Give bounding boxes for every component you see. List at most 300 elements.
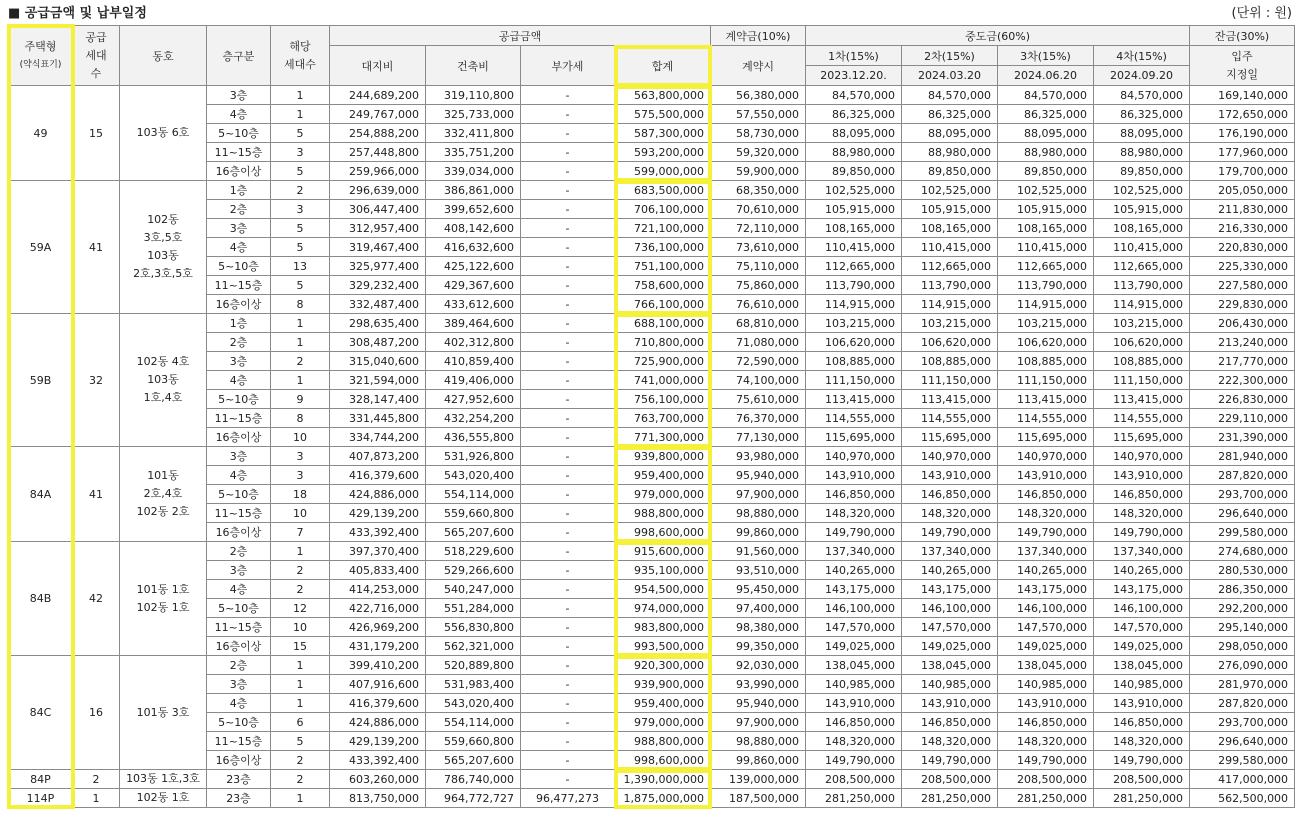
cell-floor: 16층이상: [207, 751, 271, 770]
cell-total: 993,500,000: [615, 637, 711, 656]
cell-vat: -: [521, 694, 615, 713]
cell-building-cost: 964,772,727: [426, 789, 521, 808]
cell-vat: -: [521, 143, 615, 162]
cell-land: 424,886,000: [330, 713, 426, 732]
cell-m3: 103,215,000: [998, 314, 1094, 333]
cell-m2: 112,665,000: [902, 257, 998, 276]
cell-building-cost: 432,254,200: [426, 409, 521, 428]
cell-building: 102동 4호 103동 1호,4호: [120, 314, 207, 447]
col-floor: 층구분: [207, 26, 271, 86]
cell-units: 1: [271, 542, 330, 561]
cell-units: 5: [271, 238, 330, 257]
cell-floor: 4층: [207, 105, 271, 124]
cell-floor: 4층: [207, 694, 271, 713]
cell-floor: 3층: [207, 561, 271, 580]
cell-land: 405,833,400: [330, 561, 426, 580]
cell-contract: 59,320,000: [711, 143, 806, 162]
cell-building: 102동 3호,5호 103동 2호,3호,5호: [120, 181, 207, 314]
cell-units: 3: [271, 466, 330, 485]
col-d2: 2024.03.20: [902, 66, 998, 86]
cell-balance: 276,090,000: [1190, 656, 1295, 675]
cell-building: 102동 1호: [120, 789, 207, 808]
table-row: [9, 789, 1295, 808]
cell-vat: -: [521, 504, 615, 523]
cell-m2: 147,570,000: [902, 618, 998, 637]
cell-m2: 149,790,000: [902, 523, 998, 542]
col-move-in: 입주 지정일: [1190, 46, 1295, 86]
cell-floor: 16층이상: [207, 428, 271, 447]
cell-total: 998,600,000: [615, 523, 711, 542]
cell-vat: -: [521, 523, 615, 542]
cell-supply-units: 42: [73, 542, 120, 656]
cell-building-cost: 332,411,800: [426, 124, 521, 143]
cell-total: 751,100,000: [615, 257, 711, 276]
cell-m4: 108,165,000: [1094, 219, 1190, 238]
cell-building: 103동 6호: [120, 86, 207, 181]
cell-units: 2: [271, 352, 330, 371]
cell-building-cost: 399,652,600: [426, 200, 521, 219]
cell-floor: 3층: [207, 447, 271, 466]
cell-m1: 137,340,000: [806, 542, 902, 561]
cell-m3: 138,045,000: [998, 656, 1094, 675]
cell-balance: 176,190,000: [1190, 124, 1295, 143]
cell-m3: 146,850,000: [998, 485, 1094, 504]
cell-total: 683,500,000: [615, 181, 711, 200]
cell-total: 593,200,000: [615, 143, 711, 162]
cell-floor: 1층: [207, 314, 271, 333]
cell-balance: 280,530,000: [1190, 561, 1295, 580]
cell-contract: 187,500,000: [711, 789, 806, 808]
cell-building: 101동 3호: [120, 656, 207, 770]
cell-total: 756,100,000: [615, 390, 711, 409]
cell-m3: 146,100,000: [998, 599, 1094, 618]
table-row: [9, 770, 1295, 789]
cell-m2: 146,850,000: [902, 485, 998, 504]
cell-type: 114P: [9, 789, 73, 808]
cell-units: 10: [271, 504, 330, 523]
cell-m3: 114,915,000: [998, 295, 1094, 314]
col-d3: 2024.06.20: [998, 66, 1094, 86]
cell-total: 1,390,000,000: [615, 770, 711, 789]
cell-building-cost: 559,660,800: [426, 504, 521, 523]
cell-m3: 113,790,000: [998, 276, 1094, 295]
cell-m2: 88,980,000: [902, 143, 998, 162]
cell-m3: 106,620,000: [998, 333, 1094, 352]
cell-floor: 11~15층: [207, 143, 271, 162]
cell-contract: 98,380,000: [711, 618, 806, 637]
cell-vat: -: [521, 86, 615, 105]
cell-m1: 146,850,000: [806, 713, 902, 732]
cell-vat: -: [521, 409, 615, 428]
cell-total: 988,800,000: [615, 732, 711, 751]
cell-m1: 148,320,000: [806, 504, 902, 523]
cell-units: 8: [271, 295, 330, 314]
cell-floor: 5~10층: [207, 713, 271, 732]
cell-m1: 89,850,000: [806, 162, 902, 181]
cell-land: 257,448,800: [330, 143, 426, 162]
cell-total: 983,800,000: [615, 618, 711, 637]
cell-floor: 16층이상: [207, 295, 271, 314]
cell-m2: 148,320,000: [902, 504, 998, 523]
cell-balance: 296,640,000: [1190, 504, 1295, 523]
cell-balance: 292,200,000: [1190, 599, 1295, 618]
cell-vat: -: [521, 675, 615, 694]
cell-units: 3: [271, 200, 330, 219]
cell-building: 101동 2호,4호 102동 2호: [120, 447, 207, 542]
cell-m2: 140,985,000: [902, 675, 998, 694]
cell-m2: 108,165,000: [902, 219, 998, 238]
cell-total: 563,800,000: [615, 86, 711, 105]
cell-m4: 149,025,000: [1094, 637, 1190, 656]
cell-floor: 16층이상: [207, 162, 271, 181]
cell-m4: 146,850,000: [1094, 713, 1190, 732]
cell-m4: 146,850,000: [1094, 485, 1190, 504]
cell-m1: 147,570,000: [806, 618, 902, 637]
cell-total: 998,600,000: [615, 751, 711, 770]
cell-land: 296,639,000: [330, 181, 426, 200]
cell-total: 721,100,000: [615, 219, 711, 238]
cell-land: 424,886,000: [330, 485, 426, 504]
cell-total: 1,875,000,000: [615, 789, 711, 808]
cell-m1: 111,150,000: [806, 371, 902, 390]
cell-units: 9: [271, 390, 330, 409]
col-balance: 잔금(30%): [1190, 26, 1295, 46]
cell-m1: 115,695,000: [806, 428, 902, 447]
cell-m3: 105,915,000: [998, 200, 1094, 219]
cell-balance: 299,580,000: [1190, 523, 1295, 542]
cell-m4: 149,790,000: [1094, 523, 1190, 542]
cell-m3: 86,325,000: [998, 105, 1094, 124]
cell-building: 103동 1호,3호: [120, 770, 207, 789]
cell-floor: 11~15층: [207, 504, 271, 523]
cell-total: 920,300,000: [615, 656, 711, 675]
cell-vat: -: [521, 181, 615, 200]
cell-balance: 225,330,000: [1190, 257, 1295, 276]
cell-building-cost: 408,142,600: [426, 219, 521, 238]
cell-contract: 75,860,000: [711, 276, 806, 295]
cell-contract: 139,000,000: [711, 770, 806, 789]
cell-type: 59B: [9, 314, 73, 447]
cell-balance: 217,770,000: [1190, 352, 1295, 371]
cell-m3: 115,695,000: [998, 428, 1094, 447]
cell-balance: 211,830,000: [1190, 200, 1295, 219]
cell-m4: 115,695,000: [1094, 428, 1190, 447]
cell-m3: 143,910,000: [998, 694, 1094, 713]
col-type: 주택형 (약식표기): [9, 26, 73, 86]
cell-floor: 2층: [207, 333, 271, 352]
cell-building-cost: 520,889,800: [426, 656, 521, 675]
table-row: [9, 314, 1295, 333]
cell-balance: 287,820,000: [1190, 694, 1295, 713]
cell-m4: 86,325,000: [1094, 105, 1190, 124]
cell-vat: -: [521, 447, 615, 466]
cell-units: 5: [271, 162, 330, 181]
cell-balance: 229,830,000: [1190, 295, 1295, 314]
cell-m3: 143,175,000: [998, 580, 1094, 599]
cell-m4: 148,320,000: [1094, 732, 1190, 751]
cell-contract: 73,610,000: [711, 238, 806, 257]
cell-contract: 75,110,000: [711, 257, 806, 276]
cell-contract: 68,350,000: [711, 181, 806, 200]
cell-units: 5: [271, 124, 330, 143]
cell-land: 433,392,400: [330, 751, 426, 770]
cell-building-cost: 543,020,400: [426, 694, 521, 713]
cell-total: 706,100,000: [615, 200, 711, 219]
cell-total: 988,800,000: [615, 504, 711, 523]
cell-balance: 169,140,000: [1190, 86, 1295, 105]
cell-vat: -: [521, 257, 615, 276]
cell-m2: 113,790,000: [902, 276, 998, 295]
cell-floor: 4층: [207, 580, 271, 599]
cell-m2: 89,850,000: [902, 162, 998, 181]
cell-land: 312,957,400: [330, 219, 426, 238]
cell-m4: 140,970,000: [1094, 447, 1190, 466]
cell-supply-units: 15: [73, 86, 120, 181]
cell-supply-units: 1: [73, 789, 120, 808]
cell-floor: 4층: [207, 466, 271, 485]
cell-m2: 88,095,000: [902, 124, 998, 143]
cell-m4: 105,915,000: [1094, 200, 1190, 219]
cell-contract: 76,370,000: [711, 409, 806, 428]
cell-m2: 146,100,000: [902, 599, 998, 618]
cell-m1: 143,175,000: [806, 580, 902, 599]
cell-building-cost: 389,464,600: [426, 314, 521, 333]
cell-balance: 299,580,000: [1190, 751, 1295, 770]
cell-units: 5: [271, 732, 330, 751]
cell-vat: -: [521, 751, 615, 770]
cell-m4: 111,150,000: [1094, 371, 1190, 390]
cell-m1: 149,790,000: [806, 523, 902, 542]
cell-m4: 106,620,000: [1094, 333, 1190, 352]
col-contract: 계약금(10%): [711, 26, 806, 46]
cell-building-cost: 416,632,600: [426, 238, 521, 257]
cell-m4: 208,500,000: [1094, 770, 1190, 789]
cell-building-cost: 386,861,000: [426, 181, 521, 200]
cell-m4: 138,045,000: [1094, 656, 1190, 675]
cell-floor: 5~10층: [207, 390, 271, 409]
cell-m2: 146,850,000: [902, 713, 998, 732]
cell-balance: 295,140,000: [1190, 618, 1295, 637]
cell-total: 939,900,000: [615, 675, 711, 694]
unit-note: (단위 : 원): [1231, 6, 1292, 21]
cell-m4: 149,790,000: [1094, 751, 1190, 770]
cell-building-cost: 319,110,800: [426, 86, 521, 105]
cell-m3: 149,025,000: [998, 637, 1094, 656]
cell-supply-units: 41: [73, 181, 120, 314]
cell-land: 315,040,600: [330, 352, 426, 371]
table-header: [9, 26, 1295, 86]
cell-m2: 208,500,000: [902, 770, 998, 789]
cell-m1: 140,265,000: [806, 561, 902, 580]
cell-m1: 138,045,000: [806, 656, 902, 675]
cell-m2: 113,415,000: [902, 390, 998, 409]
cell-balance: 293,700,000: [1190, 713, 1295, 732]
cell-building-cost: 556,830,800: [426, 618, 521, 637]
cell-m3: 140,985,000: [998, 675, 1094, 694]
cell-m3: 148,320,000: [998, 732, 1094, 751]
cell-vat: -: [521, 428, 615, 447]
cell-total: 979,000,000: [615, 713, 711, 732]
cell-vat: -: [521, 352, 615, 371]
cell-m3: 140,265,000: [998, 561, 1094, 580]
cell-total: 763,700,000: [615, 409, 711, 428]
cell-m2: 110,415,000: [902, 238, 998, 257]
cell-contract: 97,900,000: [711, 713, 806, 732]
cell-m2: 114,915,000: [902, 295, 998, 314]
cell-building-cost: 429,367,600: [426, 276, 521, 295]
col-building-cost: 건축비: [426, 46, 521, 86]
cell-floor: 3층: [207, 352, 271, 371]
cell-balance: 281,970,000: [1190, 675, 1295, 694]
cell-m3: 88,095,000: [998, 124, 1094, 143]
cell-units: 3: [271, 143, 330, 162]
cell-contract: 95,450,000: [711, 580, 806, 599]
cell-floor: 2층: [207, 542, 271, 561]
cell-vat: -: [521, 580, 615, 599]
cell-land: 325,977,400: [330, 257, 426, 276]
cell-m2: 86,325,000: [902, 105, 998, 124]
cell-vat: -: [521, 295, 615, 314]
cell-m1: 108,885,000: [806, 352, 902, 371]
cell-vat: -: [521, 371, 615, 390]
cell-supply-units: 2: [73, 770, 120, 789]
cell-land: 321,594,000: [330, 371, 426, 390]
cell-type: 84B: [9, 542, 73, 656]
cell-building-cost: 335,751,200: [426, 143, 521, 162]
col-d4: 2024.09.20: [1094, 66, 1190, 86]
cell-m4: 103,215,000: [1094, 314, 1190, 333]
cell-balance: 177,960,000: [1190, 143, 1295, 162]
cell-m1: 84,570,000: [806, 86, 902, 105]
cell-contract: 58,730,000: [711, 124, 806, 143]
cell-building-cost: 410,859,400: [426, 352, 521, 371]
cell-floor: 3층: [207, 219, 271, 238]
cell-contract: 68,810,000: [711, 314, 806, 333]
cell-land: 319,467,400: [330, 238, 426, 257]
cell-m2: 281,250,000: [902, 789, 998, 808]
cell-m1: 149,025,000: [806, 637, 902, 656]
cell-land: 429,139,200: [330, 504, 426, 523]
cell-units: 10: [271, 618, 330, 637]
cell-units: 7: [271, 523, 330, 542]
col-type-note: (약식표기): [19, 59, 62, 70]
cell-contract: 93,510,000: [711, 561, 806, 580]
cell-m3: 149,790,000: [998, 751, 1094, 770]
cell-m1: 106,620,000: [806, 333, 902, 352]
cell-building-cost: 419,406,000: [426, 371, 521, 390]
cell-vat: -: [521, 637, 615, 656]
col-contract-time: 계약시: [711, 46, 806, 86]
cell-floor: 16층이상: [207, 637, 271, 656]
cell-m1: 103,215,000: [806, 314, 902, 333]
cell-vat: -: [521, 219, 615, 238]
cell-m1: 143,910,000: [806, 466, 902, 485]
cell-floor: 5~10층: [207, 599, 271, 618]
cell-m1: 112,665,000: [806, 257, 902, 276]
cell-m4: 148,320,000: [1094, 504, 1190, 523]
cell-total: 935,100,000: [615, 561, 711, 580]
cell-balance: 298,050,000: [1190, 637, 1295, 656]
cell-balance: 281,940,000: [1190, 447, 1295, 466]
cell-m2: 103,215,000: [902, 314, 998, 333]
cell-building-cost: 786,740,000: [426, 770, 521, 789]
cell-total: 974,000,000: [615, 599, 711, 618]
cell-m3: 108,885,000: [998, 352, 1094, 371]
cell-balance: 213,240,000: [1190, 333, 1295, 352]
cell-m4: 137,340,000: [1094, 542, 1190, 561]
cell-m4: 113,415,000: [1094, 390, 1190, 409]
cell-m2: 140,970,000: [902, 447, 998, 466]
cell-contract: 74,100,000: [711, 371, 806, 390]
cell-floor: 23층: [207, 789, 271, 808]
cell-m4: 89,850,000: [1094, 162, 1190, 181]
cell-m3: 89,850,000: [998, 162, 1094, 181]
cell-m2: 102,525,000: [902, 181, 998, 200]
cell-m3: 281,250,000: [998, 789, 1094, 808]
cell-m1: 108,165,000: [806, 219, 902, 238]
cell-contract: 57,550,000: [711, 105, 806, 124]
cell-building-cost: 402,312,800: [426, 333, 521, 352]
cell-vat: -: [521, 276, 615, 295]
cell-m1: 88,980,000: [806, 143, 902, 162]
cell-floor: 4층: [207, 371, 271, 390]
cell-land: 244,689,200: [330, 86, 426, 105]
cell-m3: 102,525,000: [998, 181, 1094, 200]
cell-m2: 140,265,000: [902, 561, 998, 580]
cell-total: 939,800,000: [615, 447, 711, 466]
cell-floor: 23층: [207, 770, 271, 789]
cell-type: 49: [9, 86, 73, 181]
cell-m4: 143,910,000: [1094, 466, 1190, 485]
cell-units: 18: [271, 485, 330, 504]
cell-total: 979,000,000: [615, 485, 711, 504]
cell-land: 249,767,000: [330, 105, 426, 124]
cell-contract: 98,880,000: [711, 504, 806, 523]
cell-units: 5: [271, 219, 330, 238]
cell-m1: 110,415,000: [806, 238, 902, 257]
cell-m1: 149,790,000: [806, 751, 902, 770]
cell-balance: 227,580,000: [1190, 276, 1295, 295]
cell-total: 725,900,000: [615, 352, 711, 371]
cell-balance: 216,330,000: [1190, 219, 1295, 238]
cell-balance: 206,430,000: [1190, 314, 1295, 333]
cell-units: 12: [271, 599, 330, 618]
cell-m1: 102,525,000: [806, 181, 902, 200]
cell-balance: 179,700,000: [1190, 162, 1295, 181]
cell-m4: 113,790,000: [1094, 276, 1190, 295]
cell-m3: 143,910,000: [998, 466, 1094, 485]
table-row: [9, 656, 1295, 675]
cell-land: 416,379,600: [330, 694, 426, 713]
cell-m4: 102,525,000: [1094, 181, 1190, 200]
cell-vat: -: [521, 770, 615, 789]
cell-vat: -: [521, 732, 615, 751]
cell-m1: 281,250,000: [806, 789, 902, 808]
cell-m2: 115,695,000: [902, 428, 998, 447]
cell-m3: 146,850,000: [998, 713, 1094, 732]
cell-floor: 1층: [207, 181, 271, 200]
cell-units: 1: [271, 694, 330, 713]
cell-m1: 114,555,000: [806, 409, 902, 428]
cell-building-cost: 540,247,000: [426, 580, 521, 599]
cell-m4: 147,570,000: [1094, 618, 1190, 637]
cell-total: 954,500,000: [615, 580, 711, 599]
cell-contract: 98,880,000: [711, 732, 806, 751]
cell-vat: -: [521, 314, 615, 333]
cell-building-cost: 543,020,400: [426, 466, 521, 485]
col-m1: 1차(15%): [806, 46, 902, 66]
table-row: [9, 447, 1295, 466]
